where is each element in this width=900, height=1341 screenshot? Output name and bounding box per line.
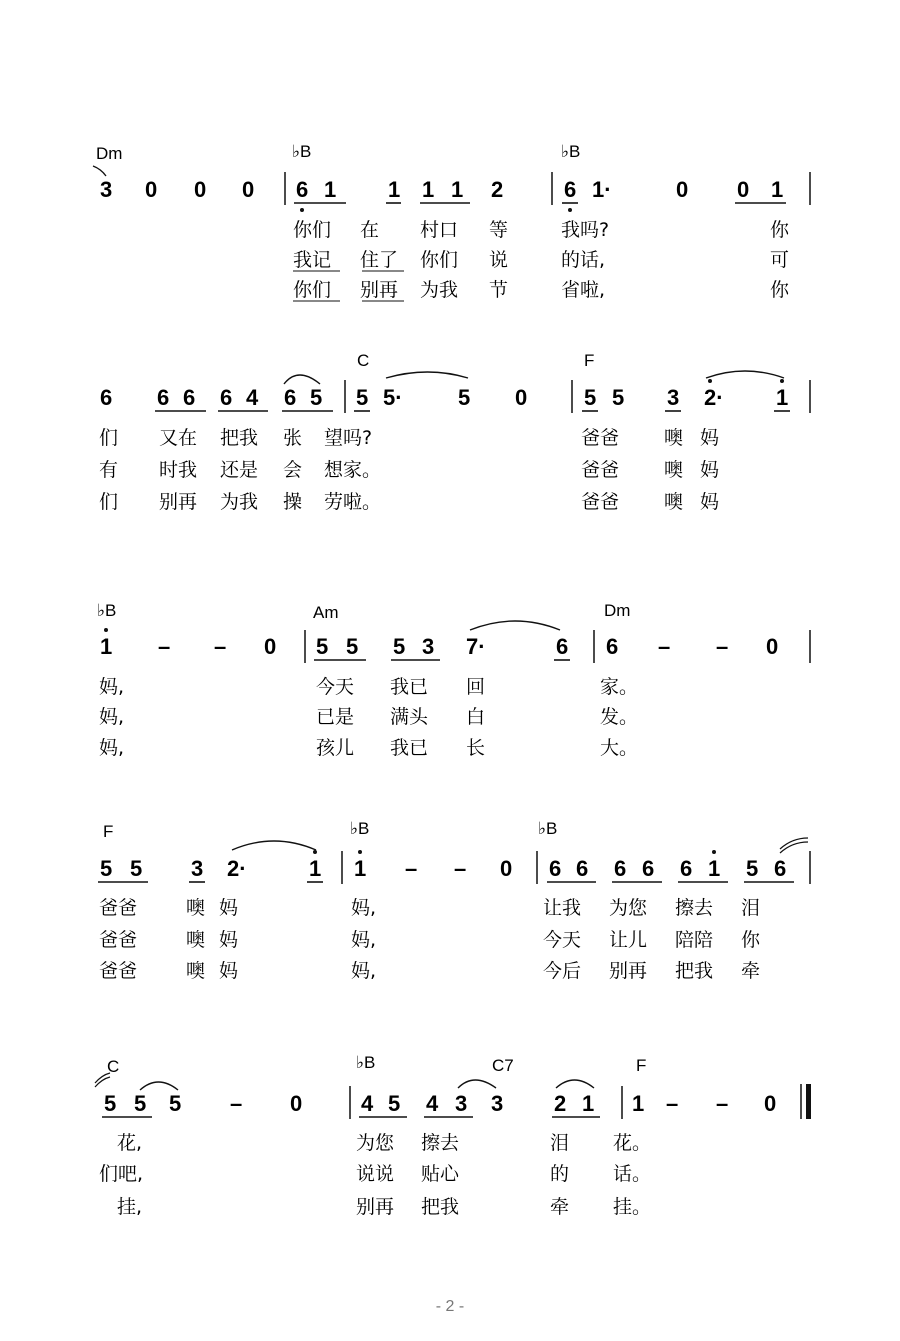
lyric: 已是 xyxy=(316,706,355,728)
system-1 xyxy=(93,142,810,301)
note: 5 xyxy=(134,1091,147,1116)
lyric: 长 xyxy=(466,737,486,759)
tie-mark xyxy=(93,166,106,176)
note: 2 xyxy=(554,1091,567,1116)
note: 1 xyxy=(582,1091,595,1116)
lyric: 贴心 xyxy=(421,1163,460,1185)
lyric: 挂。 xyxy=(613,1196,652,1218)
lyric: 爸爸 xyxy=(581,491,620,513)
note: 1 xyxy=(354,856,367,881)
lyric: 妈 xyxy=(219,960,239,982)
lyric: 我已 xyxy=(390,676,429,698)
lyric: 今天 xyxy=(543,929,582,951)
note: – xyxy=(214,634,227,659)
lyric: 花, xyxy=(117,1132,143,1154)
note: 4 xyxy=(426,1091,439,1116)
lyric: 你 xyxy=(770,279,790,301)
lyric: 有 xyxy=(99,459,119,481)
lyric: 节 xyxy=(489,279,509,301)
note: 6 xyxy=(183,385,196,410)
tie-arc xyxy=(470,621,560,630)
chord-label: F xyxy=(636,1056,647,1075)
tie-arc xyxy=(232,841,316,850)
system-3 xyxy=(97,601,810,759)
note: 1 xyxy=(388,177,401,202)
tie-arc xyxy=(386,372,468,378)
note: 2 xyxy=(491,177,504,202)
lyric: 会 xyxy=(283,459,303,481)
note: 5 xyxy=(584,385,597,410)
note: 6 xyxy=(549,856,562,881)
note: 3 xyxy=(667,385,680,410)
lyric: 别再 xyxy=(609,960,648,982)
note: 0 xyxy=(515,385,528,410)
system-5 xyxy=(95,1053,811,1218)
note: 6 xyxy=(606,634,619,659)
lyric: 妈, xyxy=(351,960,377,982)
note: 6 xyxy=(576,856,589,881)
chord-label: Am xyxy=(313,603,339,622)
system-2 xyxy=(99,351,810,513)
lyric: 在 xyxy=(360,219,380,241)
note: 1 xyxy=(324,177,337,202)
note: 3 xyxy=(191,856,204,881)
note: – xyxy=(405,856,418,881)
lyric: 家。 xyxy=(600,676,639,698)
note: 4 xyxy=(246,385,259,410)
lyric: 你 xyxy=(741,929,761,951)
lyric: 今天 xyxy=(316,676,355,698)
lyric: 又在 xyxy=(159,427,198,449)
lyric: 为我 xyxy=(220,491,259,513)
lyric: 想家。 xyxy=(324,459,382,481)
lyric: 们 xyxy=(99,427,119,449)
note: 0 xyxy=(500,856,513,881)
lyric: 省啦, xyxy=(561,279,606,301)
lyric: 望吗? xyxy=(324,427,373,449)
lyric: 噢 xyxy=(664,427,684,449)
note: – xyxy=(454,856,467,881)
note: 6 xyxy=(220,385,233,410)
chord-label: Dm xyxy=(604,601,631,620)
lyric: 噢 xyxy=(186,960,206,982)
lyric: 张 xyxy=(283,427,303,449)
note: 5 xyxy=(746,856,759,881)
note: 6 xyxy=(556,634,569,659)
chord-label: C xyxy=(107,1057,120,1076)
lyric: 可 xyxy=(770,249,790,271)
lyric: 让儿 xyxy=(609,929,648,951)
lyric: 别再 xyxy=(360,279,399,301)
octave-dot xyxy=(313,850,317,854)
tie-arc xyxy=(95,1077,110,1087)
lyric: 妈 xyxy=(700,491,720,513)
lyric: 噢 xyxy=(186,897,206,919)
lyric: 把我 xyxy=(675,960,714,982)
note: – xyxy=(716,634,729,659)
lyric: 你们 xyxy=(293,219,332,241)
lyric: 妈 xyxy=(219,929,239,951)
note: 6 xyxy=(296,177,309,202)
note: 7· xyxy=(466,634,486,659)
lyric: 村口 xyxy=(420,219,459,241)
chord-label: ♭B xyxy=(97,601,117,620)
note: 0 xyxy=(194,177,207,202)
note: 6 xyxy=(157,385,170,410)
lyric: 爸爸 xyxy=(581,459,620,481)
note: 1· xyxy=(592,177,612,202)
octave-dot xyxy=(358,850,362,854)
lyric: 的 xyxy=(550,1163,570,1185)
octave-dot xyxy=(568,208,572,212)
lyric: 为我 xyxy=(420,279,459,301)
lyric: 爸爸 xyxy=(99,929,138,951)
note: 1 xyxy=(632,1091,645,1116)
lyric: 牵 xyxy=(550,1196,570,1218)
lyric: 噢 xyxy=(664,459,684,481)
lyric: 花。 xyxy=(613,1132,652,1154)
lyric: 我已 xyxy=(390,737,429,759)
octave-dot xyxy=(712,850,716,854)
note: 1 xyxy=(100,634,113,659)
tie-arc xyxy=(458,1080,496,1088)
note: 1 xyxy=(771,177,784,202)
lyric: 住了 xyxy=(360,249,399,271)
octave-dot xyxy=(300,208,304,212)
lyric: 你们 xyxy=(293,279,332,301)
octave-dot xyxy=(104,628,108,632)
note: 6 xyxy=(284,385,297,410)
note: 2· xyxy=(704,385,724,410)
lyric: 挂, xyxy=(117,1196,143,1218)
note: 0 xyxy=(242,177,255,202)
chord-label: C7 xyxy=(492,1056,514,1075)
lyric: 泪 xyxy=(550,1132,570,1154)
lyric: 别再 xyxy=(159,491,198,513)
lyric: 擦去 xyxy=(675,897,714,919)
lyric: 擦去 xyxy=(421,1132,460,1154)
note: 4 xyxy=(361,1091,374,1116)
lyric: 回 xyxy=(466,676,486,698)
lyric: 噢 xyxy=(186,929,206,951)
note: 5 xyxy=(100,856,113,881)
note: – xyxy=(658,634,671,659)
lyric: 孩儿 xyxy=(316,737,355,759)
chord-label: Dm xyxy=(96,144,123,163)
lyric: 把我 xyxy=(421,1196,460,1218)
octave-dot xyxy=(780,379,784,383)
lyric: 时我 xyxy=(159,459,198,481)
lyric: 我记 xyxy=(293,249,332,271)
note: 5 xyxy=(393,634,406,659)
lyric: 等 xyxy=(489,219,509,241)
chord-label: ♭B xyxy=(561,142,581,161)
note: – xyxy=(666,1091,679,1116)
lyric: 今后 xyxy=(543,960,582,982)
tie-arc xyxy=(556,1080,594,1088)
lyric: 妈, xyxy=(99,737,125,759)
lyric: 妈 xyxy=(700,459,720,481)
lyric: 发。 xyxy=(600,706,639,728)
note: – xyxy=(158,634,171,659)
note: 6 xyxy=(680,856,693,881)
lyric: 噢 xyxy=(664,491,684,513)
note: 5 xyxy=(104,1091,117,1116)
note: 5 xyxy=(458,385,471,410)
note: 0 xyxy=(145,177,158,202)
lyric: 们 xyxy=(99,491,119,513)
note: 0 xyxy=(676,177,689,202)
note: – xyxy=(716,1091,729,1116)
note: 0 xyxy=(290,1091,303,1116)
note: 5 xyxy=(130,856,143,881)
note: 5 xyxy=(169,1091,182,1116)
note: 5 xyxy=(316,634,329,659)
lyric: 陪陪 xyxy=(675,929,714,951)
note: 6 xyxy=(100,385,113,410)
lyric: 为您 xyxy=(356,1132,395,1154)
page-number: - 2 - xyxy=(435,1298,465,1315)
note: 3 xyxy=(491,1091,504,1116)
note: 0 xyxy=(766,634,779,659)
octave-dot xyxy=(708,379,712,383)
lyric: 话。 xyxy=(613,1163,652,1185)
lyric: 劳啦。 xyxy=(324,491,382,513)
note: 6 xyxy=(642,856,655,881)
lyric: 让我 xyxy=(543,897,582,919)
lyric: 说 xyxy=(489,249,509,271)
lyric: 的话, xyxy=(561,249,606,271)
note: 6 xyxy=(614,856,627,881)
note: 6 xyxy=(564,177,577,202)
chord-label: F xyxy=(103,822,114,841)
note: 5 xyxy=(388,1091,401,1116)
lyric: 白 xyxy=(466,706,486,728)
note: 5 xyxy=(612,385,625,410)
chord-label: ♭B xyxy=(538,819,558,838)
note: 3 xyxy=(455,1091,468,1116)
lyric: 们吧, xyxy=(99,1163,144,1185)
lyric: 把我 xyxy=(220,427,259,449)
lyric: 爸爸 xyxy=(99,897,138,919)
note: 1 xyxy=(451,177,464,202)
chord-label: ♭B xyxy=(292,142,312,161)
note: 5 xyxy=(346,634,359,659)
lyric: 为您 xyxy=(609,897,648,919)
lyric: 爸爸 xyxy=(581,427,620,449)
chord-label: ♭B xyxy=(356,1053,376,1072)
chord-label: C xyxy=(357,351,370,370)
note: 1 xyxy=(309,856,322,881)
note: 5 xyxy=(356,385,369,410)
lyric: 妈 xyxy=(700,427,720,449)
lyric: 满头 xyxy=(390,706,429,728)
note: 0 xyxy=(764,1091,777,1116)
lyric: 大。 xyxy=(600,737,639,759)
note: 0 xyxy=(264,634,277,659)
note: 1 xyxy=(422,177,435,202)
lyric: 妈 xyxy=(219,897,239,919)
lyric: 说说 xyxy=(356,1163,395,1185)
note: 2· xyxy=(227,856,247,881)
lyric: 我吗? xyxy=(561,219,610,241)
lyric: 还是 xyxy=(220,459,259,481)
note: 5· xyxy=(383,385,403,410)
tie-arc xyxy=(780,838,808,849)
lyric: 妈, xyxy=(351,929,377,951)
lyric: 你 xyxy=(770,219,790,241)
chord-label: F xyxy=(584,351,595,370)
note: 3 xyxy=(422,634,435,659)
lyric: 爸爸 xyxy=(99,960,138,982)
tie-arc xyxy=(140,1082,178,1090)
lyric: 你们 xyxy=(420,249,459,271)
lyric: 妈, xyxy=(99,706,125,728)
tie-arc xyxy=(780,842,808,853)
note: 5 xyxy=(310,385,323,410)
lyric: 泪 xyxy=(741,897,761,919)
lyric: 妈, xyxy=(99,676,125,698)
note: 1 xyxy=(708,856,721,881)
note: 3 xyxy=(100,177,113,202)
chord-label: ♭B xyxy=(350,819,370,838)
system-4 xyxy=(98,819,810,982)
lyric: 牵 xyxy=(741,960,761,982)
note: 6 xyxy=(774,856,787,881)
lyric: 妈, xyxy=(351,897,377,919)
lyric: 操 xyxy=(283,491,303,513)
tie-arc xyxy=(284,375,320,384)
lyric: 别再 xyxy=(356,1196,395,1218)
tie-arc xyxy=(706,371,784,378)
final-bar-thick xyxy=(806,1084,811,1119)
note: – xyxy=(230,1091,243,1116)
note: 0 xyxy=(737,177,750,202)
note: 1 xyxy=(776,385,789,410)
